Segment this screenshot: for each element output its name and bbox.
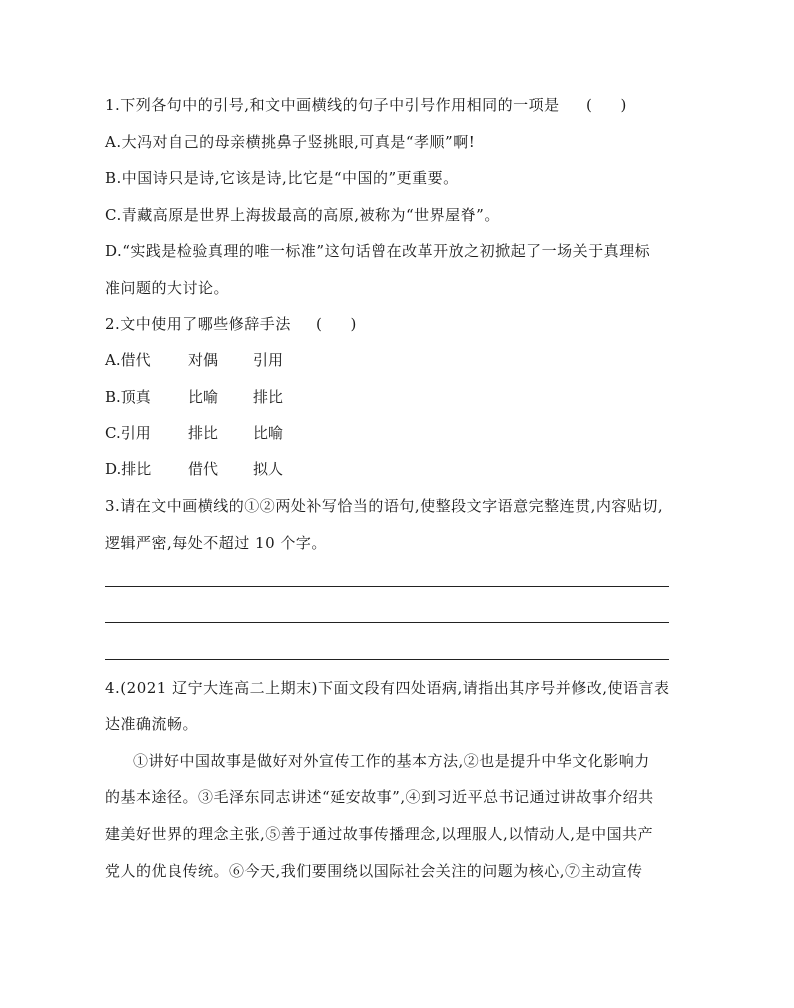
answer-blank-line-1[interactable] [105,586,669,587]
q1-option-d: D.“实践是检验真理的唯一标准”这句话曾在改革开放之初掀起了一场关于真理标 [105,242,651,260]
q2-option-c-3: 比喻 [253,424,284,442]
q2-option-d-2: 借代 [188,460,219,478]
answer-blank-line-2[interactable] [105,622,669,623]
answer-blank-line-3[interactable] [105,659,669,660]
q4-stem-line1: 4.(2021 辽宁大连高二上期末)下面文段有四处语病,请指出其序号并修改,使语言表 [105,679,670,697]
q2-option-b-3: 排比 [253,388,284,406]
q1-option-d-continued: 准问题的大讨论。 [105,279,230,297]
q1-answer-paren: ( ) [586,96,627,114]
q2-option-a-3: 引用 [253,351,284,369]
q4-passage-line3: 建美好世界的理念主张,⑤善于通过故事传播理念,以理服人,以情动人,是中国共产 [105,825,654,843]
q1-stem: 1.下列各句中的引号,和文中画横线的句子中引号作用相同的一项是 [105,96,560,114]
q2-option-d-1: D.排比 [105,460,152,478]
q2-option-b-1: B.顶真 [105,388,151,406]
q4-stem-line2: 达准确流畅。 [105,715,199,733]
q4-passage-line4: 党人的优良传统。⑥今天,我们要围绕以国际社会关注的问题为核心,⑦主动宣传 [105,862,643,880]
q2-answer-paren: ( ) [316,315,357,333]
q1-option-c: C.青藏高原是世界上海拔最高的高原,被称为“世界屋脊”。 [105,206,500,224]
q1-option-a: A.大冯对自己的母亲横挑鼻子竖挑眼,可真是“孝顺”啊! [105,133,476,151]
q3-stem-line2: 逻辑严密,每处不超过 10 个字。 [105,534,327,552]
q2-option-a-1: A.借代 [105,351,151,369]
q2-option-a-2: 对偶 [188,351,219,369]
q2-option-b-2: 比喻 [188,388,219,406]
q2-option-d-3: 拟人 [253,460,284,478]
q3-stem-line1: 3.请在文中画横线的①②两处补写恰当的语句,使整段文字语意完整连贯,内容贴切, [105,497,664,515]
q2-option-c-2: 排比 [188,424,219,442]
q4-passage-line1: ①讲好中国故事是做好对外宣传工作的基本方法,②也是提升中华文化影响力 [133,752,650,770]
q1-option-b: B.中国诗只是诗,它该是诗,比它是“中国的”更重要。 [105,169,459,187]
q4-passage-line2: 的基本途径。③毛泽东同志讲述“延安故事”,④到习近平总书记通过讲故事介绍共 [105,788,654,806]
q2-option-c-1: C.引用 [105,424,151,442]
q2-stem: 2.文中使用了哪些修辞手法 [105,315,291,333]
